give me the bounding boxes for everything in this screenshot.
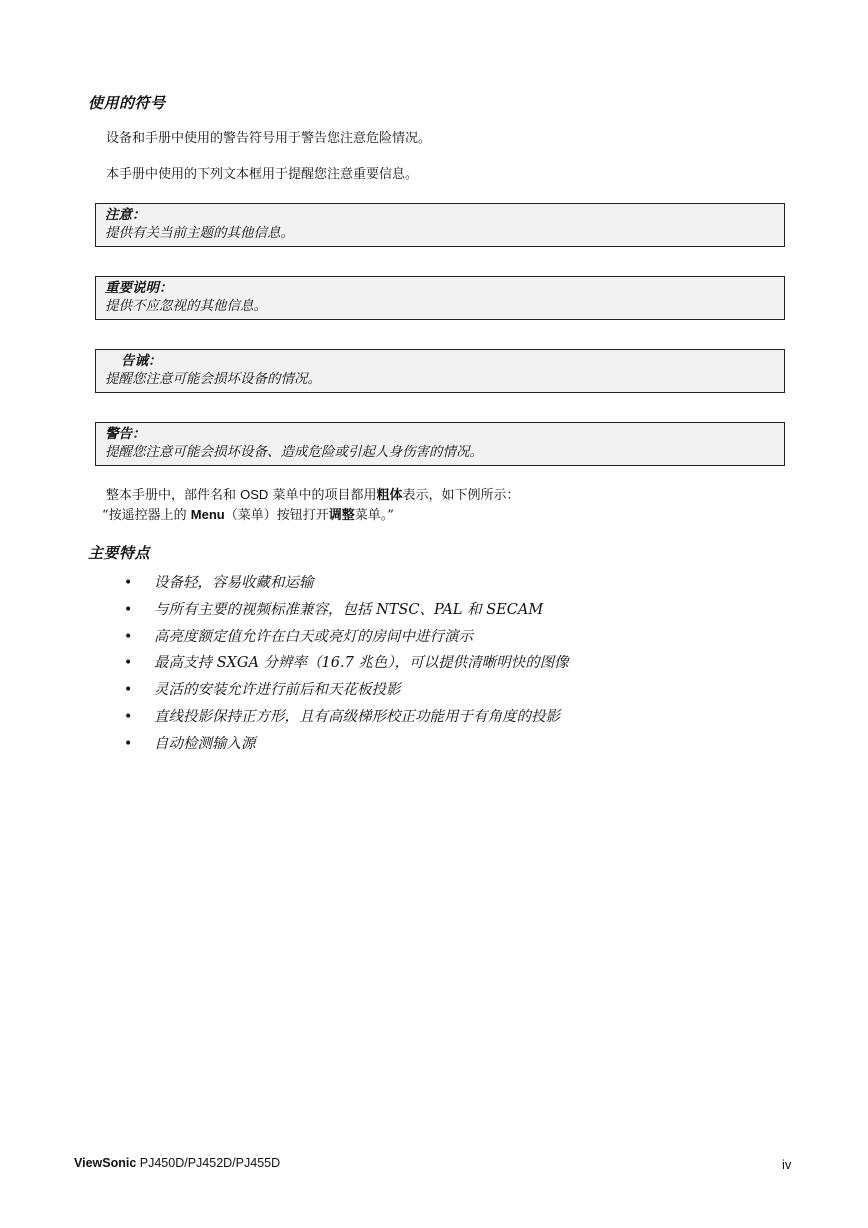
bullet-icon: • bbox=[124, 575, 133, 591]
list-item bbox=[124, 706, 569, 733]
menu-term: Menu bbox=[190, 507, 225, 522]
features-list bbox=[124, 572, 569, 760]
bullet-icon: • bbox=[124, 708, 133, 725]
text-run: 表示，如下例所示： bbox=[402, 488, 520, 503]
list-item bbox=[124, 599, 569, 626]
bold-convention-note bbox=[102, 485, 520, 525]
note-box-text: 提供有关当前主题的其他信息。 bbox=[105, 225, 294, 241]
footer-model bbox=[74, 1156, 280, 1170]
feature-text: 自动检测输入源 bbox=[154, 735, 256, 752]
page-number: iv bbox=[782, 1157, 792, 1172]
warning-box-text: 提醒您注意可能会损坏设备、造成危险或引起人身伤害的情况。 bbox=[105, 444, 483, 460]
symbols-paragraph-2: 本手册中使用的下列文本框用于提醒您注意重要信息。 bbox=[106, 167, 419, 182]
list-item bbox=[124, 679, 569, 706]
list-item bbox=[124, 652, 569, 679]
text-run: “按遥控器上的 bbox=[102, 508, 191, 523]
important-box-text: 提供不应忽视的其他信息。 bbox=[105, 298, 267, 314]
caution-box-title: 告诫： bbox=[121, 353, 162, 369]
adjust-term: 调整 bbox=[328, 507, 355, 522]
bullet-icon: • bbox=[124, 735, 133, 752]
caution-box-text: 提醒您注意可能会损坏设备的情况。 bbox=[105, 371, 321, 387]
bold-term: 粗体 bbox=[376, 487, 403, 502]
text-run: 菜单。” bbox=[354, 508, 394, 523]
bold-note-line-2 bbox=[102, 505, 519, 525]
bullet-icon: • bbox=[124, 682, 133, 699]
bullet-icon: • bbox=[124, 655, 133, 672]
feature-text: 高亮度额定值允许在白天或亮灯的房间中进行演示 bbox=[154, 628, 473, 645]
feature-text: 灵活的安装允许进行前后和天花板投影 bbox=[154, 682, 401, 699]
symbols-heading: 使用的符号 bbox=[88, 94, 166, 112]
features-heading: 主要特点 bbox=[88, 544, 151, 562]
osd-term: OSD bbox=[240, 487, 269, 502]
model-numbers: PJ450D/PJ452D/PJ455D bbox=[136, 1156, 281, 1170]
feature-text: 设备轻，容易收藏和运输 bbox=[154, 575, 314, 591]
bold-note-line-1 bbox=[106, 485, 519, 505]
caution-box bbox=[95, 349, 785, 393]
feature-text: 最高支持 SXGA 分辨率（16.7 兆色），可以提供清晰明快的图像 bbox=[154, 655, 569, 672]
text-run: （菜单）按钮打开 bbox=[224, 508, 329, 523]
bullet-icon: • bbox=[124, 628, 133, 645]
feature-text: 直线投影保持正方形，且有高级梯形校正功能用于有角度的投影 bbox=[154, 708, 560, 725]
important-box bbox=[95, 276, 785, 320]
bullet-icon: • bbox=[124, 601, 133, 618]
warning-box bbox=[95, 422, 785, 466]
note-box bbox=[95, 203, 785, 247]
text-run: 整本手册中，部件名和 bbox=[106, 488, 241, 503]
important-box-title: 重要说明： bbox=[105, 280, 173, 296]
warning-box-title: 警告： bbox=[105, 426, 146, 442]
list-item bbox=[124, 733, 569, 760]
text-run: 菜单中的项目都用 bbox=[268, 488, 377, 503]
feature-text: 与所有主要的视频标准兼容，包括 NTSC、PAL 和 SECAM bbox=[154, 601, 544, 618]
symbols-paragraph-1: 设备和手册中使用的警告符号用于警告您注意危险情况。 bbox=[106, 131, 432, 146]
note-box-title: 注意： bbox=[105, 207, 146, 223]
list-item bbox=[124, 626, 569, 653]
list-item bbox=[124, 572, 569, 599]
brand-name: ViewSonic bbox=[74, 1156, 137, 1170]
